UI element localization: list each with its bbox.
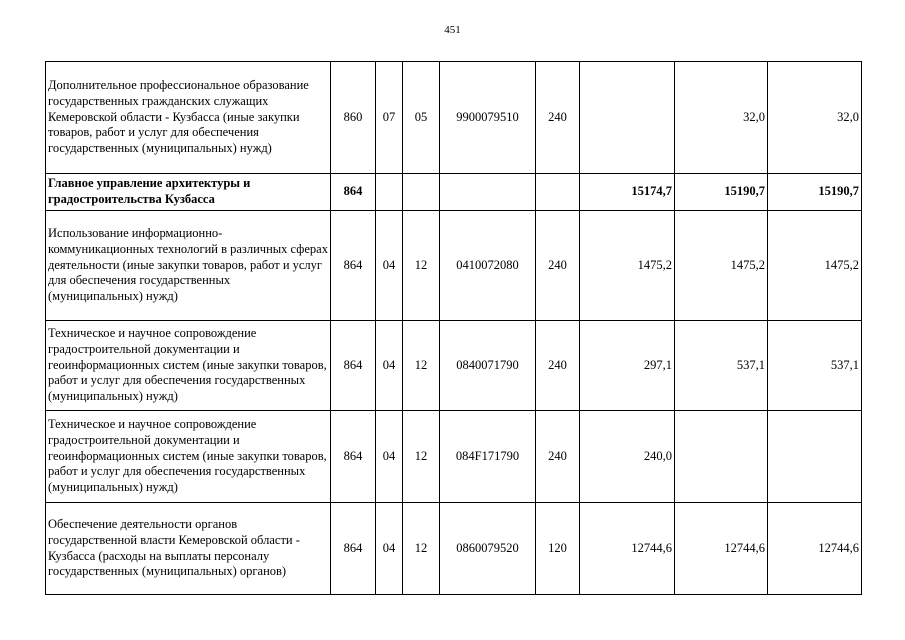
expense-type-cell: 240	[536, 321, 580, 411]
section-code-cell: 04	[376, 411, 403, 503]
amount-year-3-cell	[768, 411, 862, 503]
expense-name-cell: Главное управление архитектуры и градостроительства Кузбасса	[46, 174, 331, 211]
ministry-code-cell: 860	[331, 62, 376, 174]
amount-year-3-cell: 15190,7	[768, 174, 862, 211]
expense-name-cell: Обеспечение деятельности органов государственной власти Кемеровской области - Кузбасса (расходы на выплаты персоналу государственных (муниципальных) органов)	[46, 503, 331, 595]
amount-year-1-cell: 297,1	[580, 321, 675, 411]
section-code-cell	[376, 174, 403, 211]
section-code-cell: 07	[376, 62, 403, 174]
subsection-code-cell: 05	[403, 62, 440, 174]
table-row	[46, 321, 862, 411]
amount-year-2-cell: 15190,7	[675, 174, 768, 211]
budget-table	[45, 61, 862, 595]
amount-year-1-cell	[580, 62, 675, 174]
table-row	[46, 211, 862, 321]
subsection-code-cell: 12	[403, 321, 440, 411]
ministry-code-cell: 864	[331, 503, 376, 595]
subsection-code-cell	[403, 174, 440, 211]
table-row	[46, 62, 862, 174]
amount-year-2-cell: 32,0	[675, 62, 768, 174]
amount-year-3-cell: 537,1	[768, 321, 862, 411]
amount-year-3-cell: 32,0	[768, 62, 862, 174]
amount-year-3-cell: 12744,6	[768, 503, 862, 595]
subsection-code-cell: 12	[403, 411, 440, 503]
ministry-code-cell: 864	[331, 211, 376, 321]
subsection-code-cell: 12	[403, 503, 440, 595]
target-article-cell: 0410072080	[440, 211, 536, 321]
amount-year-1-cell: 15174,7	[580, 174, 675, 211]
amount-year-1-cell: 240,0	[580, 411, 675, 503]
expense-type-cell: 240	[536, 62, 580, 174]
subsection-code-cell: 12	[403, 211, 440, 321]
amount-year-1-cell: 12744,6	[580, 503, 675, 595]
target-article-cell	[440, 174, 536, 211]
expense-type-cell: 120	[536, 503, 580, 595]
table-row	[46, 503, 862, 595]
expense-type-cell	[536, 174, 580, 211]
amount-year-2-cell: 1475,2	[675, 211, 768, 321]
section-code-cell: 04	[376, 211, 403, 321]
target-article-cell: 0860079520	[440, 503, 536, 595]
amount-year-2-cell: 12744,6	[675, 503, 768, 595]
expense-type-cell: 240	[536, 211, 580, 321]
table-row	[46, 174, 862, 211]
amount-year-3-cell: 1475,2	[768, 211, 862, 321]
page-number: 451	[444, 24, 461, 36]
target-article-cell: 9900079510	[440, 62, 536, 174]
expense-name-cell: Техническое и научное сопровождение градостроительной документации и геоинформационных систем (иные закупки товаров, работ и услуг для обеспечения государственных (муниципальных) нужд)	[46, 321, 331, 411]
expense-name-cell: Использование информационно-коммуникационных технологий в различных сферах деятельности (иные закупки товаров, работ и услуг для обеспечения государственных (муниципальных) нужд)	[46, 211, 331, 321]
ministry-code-cell: 864	[331, 411, 376, 503]
table-row	[46, 411, 862, 503]
ministry-code-cell: 864	[331, 321, 376, 411]
ministry-code-cell: 864	[331, 174, 376, 211]
target-article-cell: 0840071790	[440, 321, 536, 411]
expense-name-cell: Техническое и научное сопровождение градостроительной документации и геоинформационных систем (иные закупки товаров, работ и услуг для обеспечения государственных (муниципальных) нужд)	[46, 411, 331, 503]
section-code-cell: 04	[376, 321, 403, 411]
expense-name-cell: Дополнительное профессиональное образование государственных гражданских служащих Кемеровской области - Кузбасса (иные закупки товаров, работ и услуг для обеспечения государственных (муниципальных) нужд)	[46, 62, 331, 174]
amount-year-2-cell: 537,1	[675, 321, 768, 411]
target-article-cell: 084F171790	[440, 411, 536, 503]
amount-year-2-cell	[675, 411, 768, 503]
expense-type-cell: 240	[536, 411, 580, 503]
amount-year-1-cell: 1475,2	[580, 211, 675, 321]
section-code-cell: 04	[376, 503, 403, 595]
